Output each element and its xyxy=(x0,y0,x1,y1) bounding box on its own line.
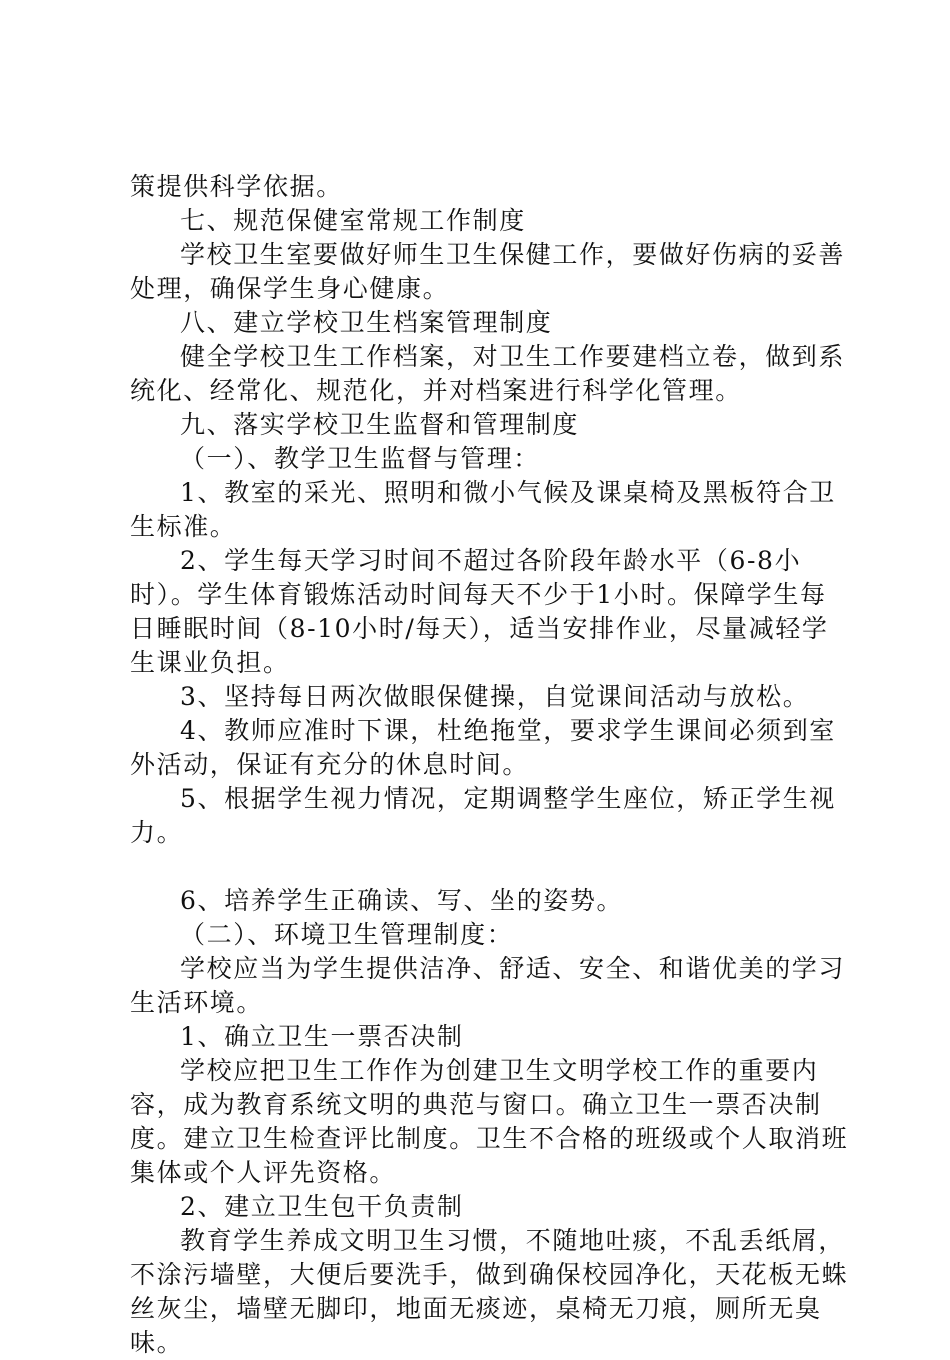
paragraph-section-8: 健全学校卫生工作档案，对卫生工作要建档立卷，做到系统化、经常化、规范化，并对档案进行科学化管理。 xyxy=(130,342,846,405)
list-item-teaching-2: 2、学生每天学习时间不超过各阶段年龄水平（6-8小时）。学生体育锻炼活动时间每天不少于1小时。保障学生每日睡眠时间（8-10小时/每天），适当安排作业，尽量减轻学生课业负担。 xyxy=(130,546,829,677)
list-item-teaching-4: 4、教师应准时下课，杜绝拖堂，要求学生课间必须到室外活动，保证有充分的休息时间。 xyxy=(130,716,836,779)
paragraph-environment-2: 教育学生养成文明卫生习惯，不随地吐痰，不乱丢纸屑，不涂污墙壁，大便后要洗手，做到确保校园净化，天花板无蛛丝灰尘，墙壁无脚印，地面无痰迹，桌椅无刀痕，厕所无臭味。 xyxy=(130,1226,849,1357)
list-item-teaching-3: 3、坚持每日两次做眼保健操，自觉课间活动与放松。 xyxy=(180,682,810,711)
document-body xyxy=(130,170,850,1360)
list-item-teaching-5: 5、根据学生视力情况，定期调整学生座位，矫正学生视力。 xyxy=(130,784,836,847)
heading-section-8: 八、建立学校卫生档案管理制度 xyxy=(180,308,553,337)
paragraph-continuation: 策提供科学依据。 xyxy=(130,172,343,201)
subheading-teaching-hygiene: （一）、教学卫生监督与管理： xyxy=(180,444,540,473)
list-item-environment-1: 1、确立卫生一票否决制 xyxy=(180,1022,464,1051)
paragraph-section-7: 学校卫生室要做好师生卫生保健工作，要做好伤病的妥善处理，确保学生身心健康。 xyxy=(130,240,846,303)
heading-section-9: 九、落实学校卫生监督和管理制度 xyxy=(180,410,580,439)
list-item-teaching-1: 1、教室的采光、照明和微小气候及课桌椅及黑板符合卫生标准。 xyxy=(130,478,836,541)
paragraph-environment-1: 学校应把卫生工作作为创建卫生文明学校工作的重要内容，成为教育系统文明的典范与窗口。确立卫生一票否决制度。建立卫生检查评比制度。卫生不合格的班级或个人取消班集体或个人评先资格。 xyxy=(130,1056,849,1187)
list-item-teaching-6: 6、培养学生正确读、写、坐的姿势。 xyxy=(180,886,624,915)
paragraph-environment-intro: 学校应当为学生提供洁净、舒适、安全、和谐优美的学习生活环境。 xyxy=(130,954,846,1017)
subheading-environment-hygiene: （二）、环境卫生管理制度： xyxy=(180,920,514,949)
list-item-environment-2: 2、建立卫生包干负责制 xyxy=(180,1192,464,1221)
heading-section-7: 七、规范保健室常规工作制度 xyxy=(180,206,526,235)
